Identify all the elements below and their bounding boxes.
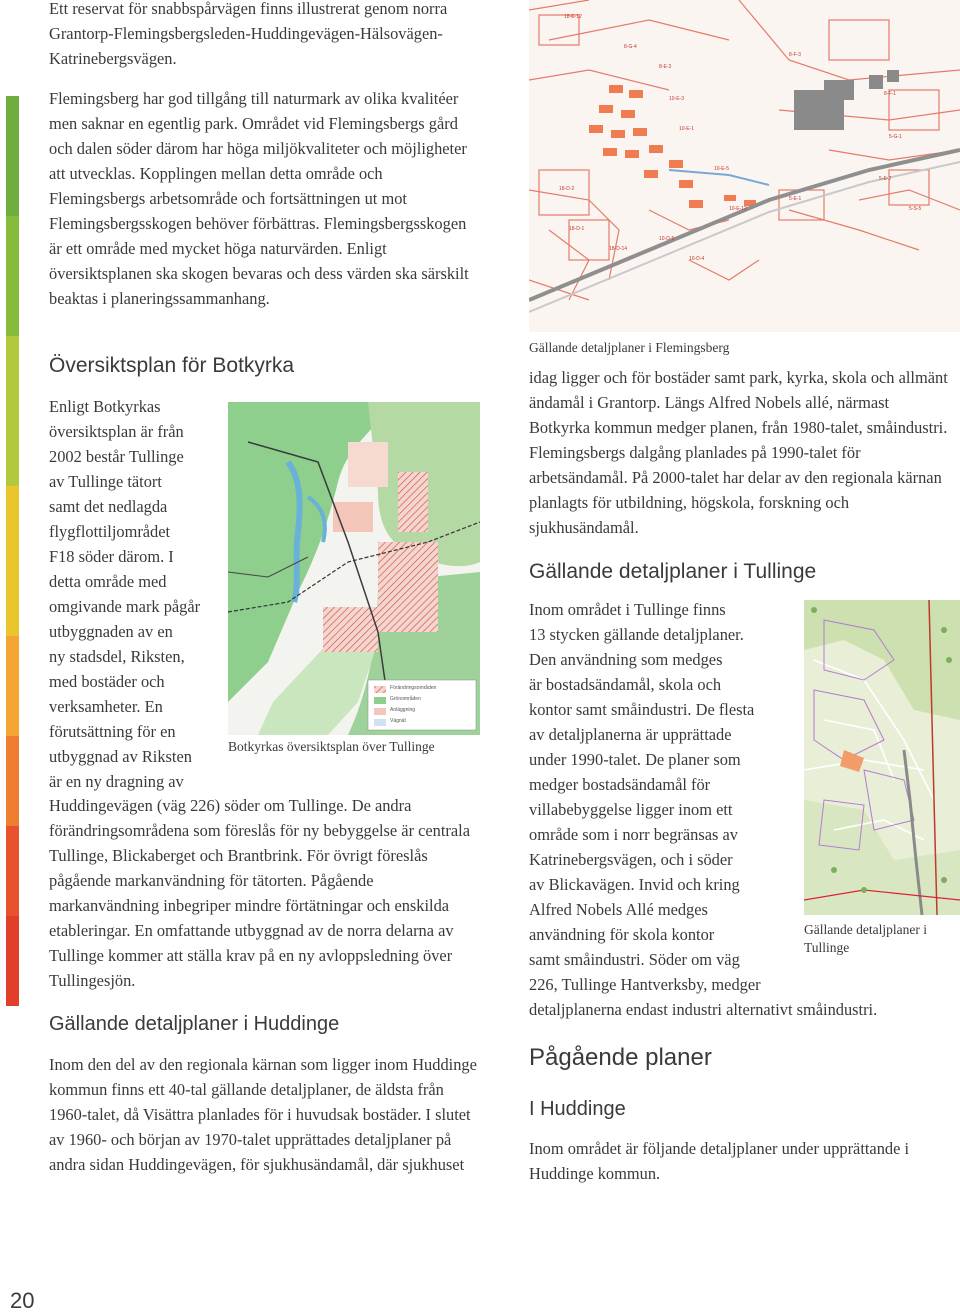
text-line: översiktsplan är från [49, 422, 184, 441]
botkyrka-map-caption: Botkyrkas översiktsplan över Tullinge [228, 739, 435, 754]
huddinge-heading: Gällande detaljplaner i Huddinge [49, 1013, 340, 1035]
text-line: av Tullinge tätort [49, 472, 162, 491]
text-line: område som i norr begränsas av [529, 825, 738, 844]
svg-text:10-E-3: 10-E-3 [669, 96, 685, 102]
tullinge-detail-plan-map [804, 600, 960, 915]
flemingsberg-nature-paragraph: Flemingsberg har god tillgång till naturmark av olika kvalitéer men saknar en egentlig park. Området vid Flemingsbergs gård och dalen söder därom har höga miljökvaliteter och möjligheter att utvecklas. Kopplingen mellan detta område och Flemingsbergs arbetsområde och fortsättningen ut mot Flemingsbergsskogen behöver förbättras. Flemingsbergsskogen är ett område med mycket höga naturvärden. Enligt översiktsplanen ska skogen bevaras och dess värden ska särskilt beaktas i planeringssammanhang. [49, 89, 469, 308]
text-line: Inom området i Tullinge finns [529, 600, 726, 619]
text-line: F18 söder därom. I [49, 547, 174, 566]
svg-text:10-E-12: 10-E-12 [729, 206, 747, 212]
text-line: Enligt Botkyrkas [49, 397, 161, 416]
bar-segment-5 [6, 636, 19, 736]
text-line: samt småindustri. Söder om väg [529, 950, 740, 969]
svg-text:5-E-1: 5-E-1 [789, 196, 802, 202]
text-line: 2002 består Tullinge [49, 447, 184, 466]
text-line: kontor samt småindustri. De flesta [529, 700, 755, 719]
bar-segment-4 [6, 486, 19, 636]
svg-text:5-S-5: 5-S-5 [909, 206, 922, 212]
tullinge-map-graphic [804, 600, 960, 915]
botkyrka-map-legend [390, 683, 436, 727]
flemingsberg-plans-paragraph: idag ligger och för bostäder samt park, kyrka, skola och allmänt ändamål i Grantorp. Längs Alfred Nobels allé, närmast Botkyrka kommun medger planen, från 1980-talet, småindustri. Flemingsbergs dalgång planlades på 1990-talet för arbetsändamål. På 2000-talet har delar av den regionala kärnan planlagts för utbildning, högskola, forskning och sjukhusändamål. [529, 368, 948, 537]
bar-segment-1 [6, 96, 19, 216]
botkyrka-overview-map [228, 402, 480, 735]
text-line: utbyggnad av Riksten [49, 747, 192, 766]
svg-text:18-E-12: 18-E-12 [564, 14, 582, 20]
text-line: är bostadsändamål, skola och [529, 675, 722, 694]
ongoing-huddinge-paragraph: Inom området är följande detaljplaner under upprättande i Huddinge kommun. [529, 1139, 910, 1183]
text-line: med bostäder och [49, 672, 165, 691]
botkyrka-heading: Översiktsplan för Botkyrka [49, 354, 295, 377]
tullinge-map-caption: Gällande detaljplaner i Tullinge [804, 922, 927, 955]
text-line: av detaljplanerna är upprättade [529, 725, 732, 744]
bar-segment-2 [6, 216, 19, 336]
text-line: ny stadsdel, Riksten, [49, 647, 185, 666]
botkyrka-continued-paragraph: Huddingevägen (väg 226) söder om Tullinge. De andra förändringsområdena som föreslås för ny bebyggelse är centrala Tullinge, Blickaberget och Brantbrink. För övrigt föreslås pågående markanvändning för tätorten. Pågående markanvändning inbegriper mindre förtätningar och enskilda etableringar. En omfattande utbyggnad av de norra delarna av Tullinge kommer att ställa krav på en ny avloppsledning över Tullingesjön. [49, 796, 470, 990]
text-line: Katrinebergsvägen, och i söder [529, 850, 733, 869]
svg-text:10-E-1: 10-E-1 [679, 126, 695, 132]
flemingsberg-map-graphic [529, 0, 960, 332]
svg-text:10-D-4: 10-D-4 [689, 256, 705, 262]
flemingsberg-map-caption: Gällande detaljplaner i Flemingsberg [529, 340, 730, 355]
svg-text:18-D-14: 18-D-14 [609, 246, 628, 252]
legend-item: Vägnät [390, 718, 406, 724]
flemingsberg-detail-plan-map [529, 0, 960, 332]
text-line: detta område med [49, 572, 167, 591]
ongoing-plans-heading: Pågående planer [529, 1044, 712, 1071]
svg-text:18-D-1: 18-D-1 [569, 226, 585, 232]
svg-text:8-F-1: 8-F-1 [884, 91, 896, 97]
bar-segment-7 [6, 826, 19, 916]
botkyrka-paragraph-narrow [49, 394, 229, 794]
huddinge-subheading: I Huddinge [529, 1098, 626, 1120]
text-line: förutsättning för en [49, 722, 176, 741]
botkyrka-map-graphic [228, 402, 480, 735]
text-line: detaljplanerna endast industri alternativt småindustri. [529, 1000, 878, 1019]
huddinge-paragraph: Inom den del av den regionala kärnan som ligger inom Huddinge kommun finns ett 40-tal gällande detaljplaner, de äldsta från 1960-talet, då Visättra planlades för i huvudsak bostäder. I slutet av 1960- och början av 1970-talet upprättades detaljplaner på andra sidan Huddingevägen, för sjukhusändamål, där sjukhuset [49, 1055, 477, 1174]
text-line: Alfred Nobels Allé medges [529, 900, 708, 919]
text-line: utbyggnaden av en [49, 622, 173, 641]
legend-item: Grönområden [390, 696, 421, 702]
svg-text:8-F-3: 8-F-3 [789, 52, 801, 58]
text-line: medger bostadsändamål för [529, 775, 711, 794]
tullinge-heading: Gällande detaljplaner i Tullinge [529, 560, 817, 583]
bar-segment-6 [6, 736, 19, 826]
bar-segment-3 [6, 336, 19, 486]
text-line: av Blickavägen. Invid och kring [529, 875, 740, 894]
text-line: 13 stycken gällande detaljplaner. [529, 625, 744, 644]
text-line: flygflottiljområdet [49, 522, 171, 541]
page-number: 20 [10, 1288, 35, 1313]
text-line: omgivande mark pågår [49, 597, 201, 616]
text-line: Den användning som medges [529, 650, 723, 669]
text-line: verksamheter. En [49, 697, 163, 716]
svg-text:5-E-2: 5-E-2 [879, 176, 892, 182]
text-line: villabebyggelse ligger inom ett [529, 800, 733, 819]
svg-text:10-D-5: 10-D-5 [659, 236, 675, 242]
text-line: användning för skola kontor [529, 925, 715, 944]
svg-text:10-E-5: 10-E-5 [714, 166, 730, 172]
intro-paragraph: Ett reservat för snabbspårvägen finns illustrerat genom norra Grantorp-Flemingsbergsleden-Huddingevägen-Hälsovägen-Katrinebergsvägen. [49, 0, 448, 68]
bar-segment-8 [6, 916, 19, 1006]
text-line: är en ny dragning av [49, 772, 184, 791]
legend-item: Förändringsområden [390, 685, 437, 691]
svg-text:18-D-2: 18-D-2 [559, 186, 575, 192]
svg-text:8-G-4: 8-G-4 [624, 44, 637, 50]
text-line: 226, Tullinge Hantverksby, medger [529, 975, 761, 994]
svg-text:8-E-3: 8-E-3 [659, 64, 672, 70]
text-line: samt det nedlagda [49, 497, 168, 516]
legend-item: Anläggning [390, 707, 416, 713]
svg-text:5-G-1: 5-G-1 [889, 134, 902, 140]
text-line: under 1990-talet. De planer som [529, 750, 741, 769]
